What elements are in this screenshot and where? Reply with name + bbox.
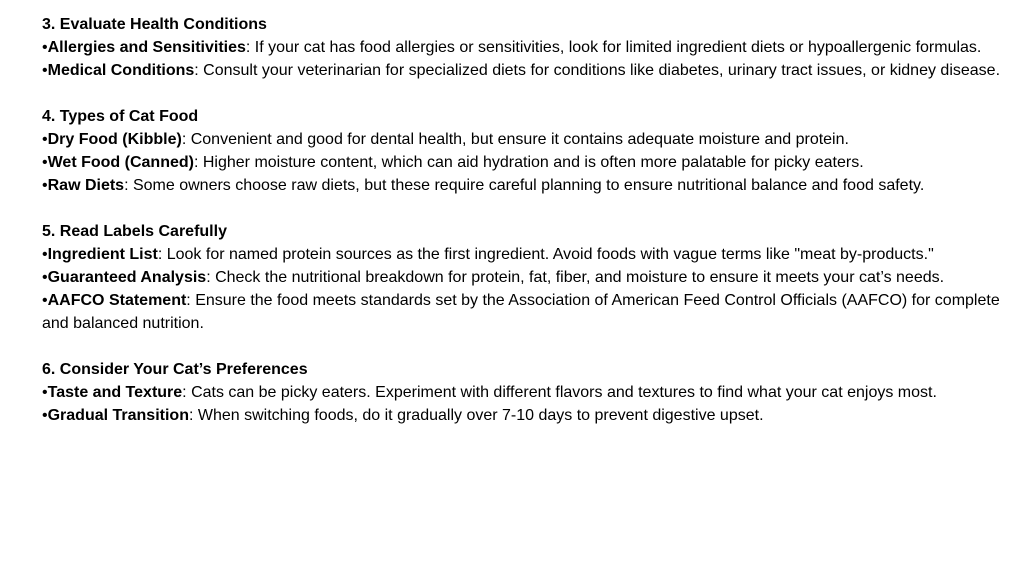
section-heading: 5. Read Labels Carefully (42, 223, 227, 240)
bullet-glyph: • (42, 269, 48, 286)
item-text: : When switching foods, do it gradually over 7-10 days to prevent digestive upset. (188, 407, 764, 424)
list-item (42, 289, 1002, 335)
list-item (42, 243, 1002, 266)
item-term: Taste and Texture (47, 384, 183, 401)
list-item (42, 404, 1002, 427)
list-item (42, 266, 1002, 289)
section-spacer (42, 335, 1002, 358)
item-term: AAFCO Statement (47, 292, 187, 309)
list-item (42, 128, 1002, 151)
section-heading: 4. Types of Cat Food (42, 108, 199, 125)
section-read-labels (42, 220, 1002, 335)
bullet-glyph: • (42, 154, 48, 171)
section-heading: 3. Evaluate Health Conditions (42, 16, 267, 33)
item-text: : Convenient and good for dental health, but ensure it contains adequate moisture and protein. (181, 131, 849, 148)
bullet-glyph: • (42, 39, 48, 56)
section-health-conditions (42, 13, 1002, 82)
item-term: Guaranteed Analysis (47, 269, 207, 286)
section-types-of-food (42, 105, 1002, 197)
list-item (42, 381, 1002, 404)
item-text: : Consult your veterinarian for specialized diets for conditions like diabetes, urinary tract issues, or kidney disease. (194, 62, 1001, 79)
item-term: Medical Conditions (47, 62, 195, 79)
list-item (42, 36, 1002, 59)
list-item (42, 151, 1002, 174)
list-item (42, 174, 1002, 197)
item-text: : If your cat has food allergies or sensitivities, look for limited ingredient diets or hypoallergenic formulas. (245, 39, 982, 56)
bullet-glyph: • (42, 131, 48, 148)
item-term: Raw Diets (47, 177, 125, 194)
item-text: : Check the nutritional breakdown for protein, fat, fiber, and moisture to ensure it meets your cat’s needs. (206, 269, 945, 286)
bullet-glyph: • (42, 246, 48, 263)
section-heading: 6. Consider Your Cat’s Preferences (42, 361, 308, 378)
item-text: : Higher moisture content, which can aid hydration and is often more palatable for picky eaters. (193, 154, 864, 171)
item-text: : Cats can be picky eaters. Experiment with different flavors and textures to find what your cat enjoys most. (182, 384, 937, 401)
section-preferences (42, 358, 1002, 427)
bullet-glyph: • (42, 384, 48, 401)
bullet-glyph: • (42, 177, 48, 194)
list-item (42, 59, 1002, 82)
section-spacer (42, 197, 1002, 220)
item-term: Ingredient List (47, 246, 158, 263)
bullet-glyph: • (42, 292, 48, 309)
item-term: Dry Food (Kibble) (47, 131, 182, 148)
bullet-glyph: • (42, 62, 48, 79)
item-text: : Look for named protein sources as the first ingredient. Avoid foods with vague terms like "meat by-products." (157, 246, 934, 263)
item-text: : Some owners choose raw diets, but these require careful planning to ensure nutritional balance and food safety. (124, 177, 925, 194)
item-term: Allergies and Sensitivities (47, 39, 246, 56)
item-text: : Ensure the food meets standards set by the Association of American Feed Control Officials (AAFCO) for complete and balanced nutrition. (42, 292, 1000, 332)
document-body (42, 13, 1002, 427)
item-term: Wet Food (Canned) (47, 154, 194, 171)
item-term: Gradual Transition (47, 407, 189, 424)
section-spacer (42, 82, 1002, 105)
bullet-glyph: • (42, 407, 48, 424)
